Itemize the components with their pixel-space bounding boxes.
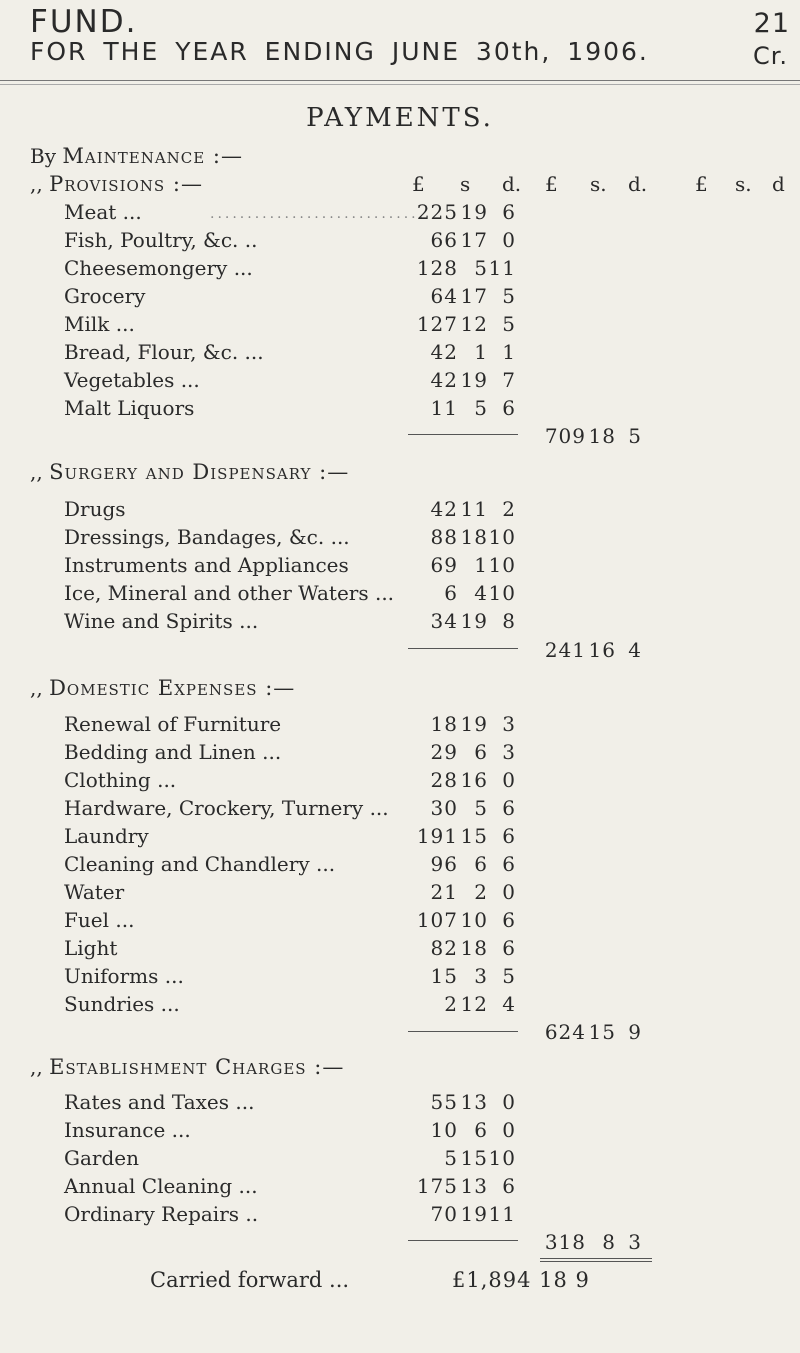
page-title: FUND.: [30, 4, 138, 40]
subtotal-rule: [408, 1031, 518, 1032]
items-pound-header: £: [412, 172, 425, 196]
page-number: 21: [753, 8, 790, 39]
header-rule-secondary: [0, 84, 800, 85]
total-shilling-header: s.: [735, 172, 752, 196]
section-heading-domestic: ,, Domestic Expenses :—: [30, 676, 296, 700]
credit-side-label: Cr.: [752, 42, 788, 70]
items-pence-header: d.: [502, 172, 522, 196]
maintenance-title: Maintenance :—: [62, 144, 243, 168]
subtotal-rule: [408, 1240, 518, 1241]
payments-title: PAYMENTS.: [306, 103, 494, 133]
items-shilling-header: s: [460, 172, 471, 196]
section-heading-surgery: ,, Surgery and Dispensary :—: [30, 460, 350, 484]
period-heading: FOR THE YEAR ENDING JUNE 30th, 1906.: [30, 37, 649, 66]
subtotal-shilling-header: s.: [590, 172, 607, 196]
leader-dots: .............................: [210, 206, 427, 222]
subtotal-rule: [408, 434, 518, 435]
carried-forward-amount: £1,894 18 9: [452, 1268, 590, 1292]
section-heading-provisions: ,, Provisions :—: [30, 172, 203, 196]
total-rule-double: [540, 1261, 652, 1262]
maintenance-heading: [30, 144, 243, 168]
maintenance-prefix: By: [30, 144, 56, 168]
total-rule: [540, 1258, 652, 1259]
subtotal-pence-header: d.: [628, 172, 648, 196]
subtotal-rule: [408, 648, 518, 649]
header-rule: [0, 80, 800, 81]
total-pound-header: £: [695, 172, 708, 196]
carried-forward-label: Carried forward ...: [150, 1268, 350, 1292]
subtotal-pound-header: £: [545, 172, 558, 196]
total-pence-header: d: [772, 172, 785, 196]
section-heading-establishment: ,, Establishment Charges :—: [30, 1055, 345, 1079]
